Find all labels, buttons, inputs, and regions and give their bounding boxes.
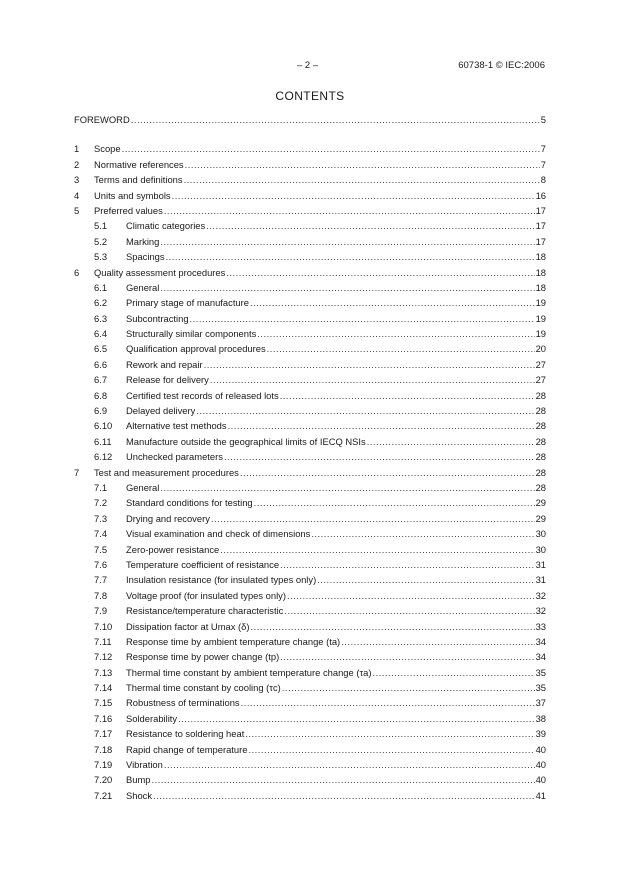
toc-entry-label: Scope (94, 143, 121, 155)
toc-entry-number: 7.17 (94, 728, 113, 740)
toc-entry[interactable] (74, 511, 546, 526)
toc-entry-label: Visual examination and check of dimensions (126, 528, 311, 540)
toc-entry-page: 35 (535, 682, 546, 694)
toc-entry[interactable] (74, 619, 546, 634)
leader-dots (226, 265, 534, 280)
toc-entry[interactable] (74, 526, 546, 541)
toc-entry-label: Structurally similar components (126, 328, 257, 340)
toc-entry-label: Shock (126, 789, 153, 801)
toc-entry-number: 7.3 (94, 512, 108, 524)
page-number-header: – 2 – (297, 60, 319, 71)
toc-entry-page: 8 (540, 174, 546, 186)
toc-entry-label: Robustness of terminations (126, 697, 240, 709)
toc-entry-label: FOREWORD (74, 114, 130, 125)
toc-entry-number: 2 (74, 158, 80, 170)
toc-entry-page: 30 (535, 528, 546, 540)
toc-entry[interactable] (74, 295, 546, 310)
toc-entry-number: 7.1 (94, 481, 108, 493)
toc-entry-number: 5.1 (94, 220, 108, 232)
toc-entry-label: Test and measurement procedures (94, 466, 239, 478)
toc-entry-label: Unchecked parameters (126, 451, 223, 463)
toc-entry-label: Marking (126, 235, 160, 247)
leader-dots (160, 480, 534, 495)
toc-entry-number: 6.7 (94, 374, 108, 386)
toc-entry[interactable] (74, 141, 546, 156)
toc-entry[interactable] (74, 157, 546, 172)
toc-entry-label: Preferred values (94, 204, 163, 216)
toc-entry-label: Voltage proof (for insulated types only) (126, 589, 286, 601)
toc-entry-label: Certified test records of released lots (126, 389, 279, 401)
leader-dots (211, 511, 535, 526)
toc-entry-label: Standard conditions for testing (126, 497, 253, 509)
toc-entry-page: 41 (535, 789, 546, 801)
toc-entry[interactable] (74, 726, 546, 741)
leader-dots (122, 141, 540, 156)
toc-entry[interactable] (74, 311, 546, 326)
toc-entry-page: 16 (535, 189, 546, 201)
toc-entry-page: 19 (535, 312, 546, 324)
toc-entry-number: 4 (74, 189, 80, 201)
leader-dots (311, 526, 534, 541)
toc-entry-page: 18 (535, 281, 546, 293)
leader-dots (284, 603, 534, 618)
leader-dots (257, 326, 534, 341)
toc-entry-number: 1 (74, 143, 80, 155)
toc-entry-label: Dissipation factor at Umax (δ) (126, 620, 250, 632)
contents-title: CONTENTS (275, 89, 345, 103)
toc-entry-number: 7.21 (94, 789, 113, 801)
leader-dots (164, 757, 535, 772)
toc-entry-page: 17 (535, 235, 546, 247)
leader-dots (190, 311, 535, 326)
leader-dots (254, 495, 535, 510)
toc-entry-label: Insulation resistance (for insulated types only) (126, 574, 317, 586)
toc-entry-page: 17 (535, 204, 546, 216)
toc-entry-label: Thermal time constant by ambient temperature change (τa) (126, 666, 372, 678)
toc-entry[interactable] (74, 572, 546, 587)
toc-entry-page: 39 (535, 728, 546, 740)
toc-entry[interactable] (74, 388, 546, 403)
toc-entry[interactable] (74, 757, 546, 772)
toc-entry-label: Drying and recovery (126, 512, 210, 524)
toc-entry-page: 27 (535, 374, 546, 386)
toc-entry[interactable] (74, 203, 546, 218)
toc-entry-number: 7.16 (94, 712, 113, 724)
leader-dots (280, 649, 534, 664)
toc-entry-label: Terms and definitions (94, 174, 183, 186)
toc-entry-label: Rapid change of temperature (126, 743, 248, 755)
leader-dots (373, 665, 535, 680)
toc-entry-label: Spacings (126, 251, 165, 263)
toc-entry[interactable] (74, 357, 546, 372)
toc-entry[interactable] (74, 188, 546, 203)
leader-dots (184, 172, 540, 187)
toc-entry-page: 29 (535, 512, 546, 524)
toc-entry-page: 32 (535, 589, 546, 601)
toc-entry-number: 6.3 (94, 312, 108, 324)
toc-entry-page: 37 (535, 697, 546, 709)
leader-dots (160, 280, 534, 295)
toc-entry[interactable] (74, 218, 546, 233)
toc-entries (74, 141, 546, 803)
toc-entry-label: Bump (126, 774, 151, 786)
toc-entry-number: 6.9 (94, 405, 108, 417)
toc-entry-label: General (126, 481, 160, 493)
toc-entry-number: 6.1 (94, 281, 108, 293)
toc-entry-number: 5 (74, 204, 80, 216)
toc-entry-page: 18 (535, 266, 546, 278)
toc-entry[interactable] (74, 265, 546, 280)
leader-dots (240, 465, 535, 480)
toc-entry-label: General (126, 281, 160, 293)
toc-entry-page: 28 (535, 481, 546, 493)
toc-entry-page: 18 (535, 251, 546, 263)
toc-entry[interactable] (74, 649, 546, 664)
leader-dots (178, 711, 534, 726)
leader-dots (267, 341, 535, 356)
toc-entry-label: Solderability (126, 712, 178, 724)
toc-entry-page: 38 (535, 712, 546, 724)
toc-entry-label: Alternative test methods (126, 420, 227, 432)
toc-entry-page: 28 (535, 389, 546, 401)
toc-entry[interactable] (74, 418, 546, 433)
toc-entry-page: 28 (535, 420, 546, 432)
leader-dots (341, 634, 534, 649)
toc-entry-number: 6.10 (94, 420, 113, 432)
toc-entry[interactable] (74, 557, 546, 572)
toc-entry-label: Response time by ambient temperature change (ta) (126, 635, 341, 647)
toc-entry-page: 40 (535, 774, 546, 786)
leader-dots (248, 742, 534, 757)
toc-entry-label: Manufacture outside the geographical limits of IECQ NSIs (126, 435, 366, 447)
toc-entry-number: 6.11 (94, 435, 112, 447)
toc-entry-number: 7.2 (94, 497, 108, 509)
toc-entry-label: Climatic categories (126, 220, 206, 232)
leader-dots (131, 112, 540, 127)
toc-entry[interactable] (74, 465, 546, 480)
leader-dots (282, 680, 535, 695)
toc-entry-page: 28 (535, 466, 546, 478)
toc-entry-label: Temperature coefficient of resistance (126, 558, 280, 570)
toc-entry-label: Units and symbols (94, 189, 171, 201)
toc-entry-label: Primary stage of manufacture (126, 297, 249, 309)
leader-dots (280, 388, 535, 403)
toc-entry-page: 40 (535, 759, 546, 771)
toc-entry[interactable] (74, 680, 546, 695)
toc-entry-page: 31 (535, 574, 546, 586)
toc-entry-number: 7.10 (94, 620, 113, 632)
toc-entry-number: 7.12 (94, 651, 113, 663)
toc-entry-number: 7.7 (94, 574, 108, 586)
leader-dots (287, 588, 535, 603)
toc-entry[interactable] (74, 665, 546, 680)
toc-entry-page: 31 (535, 558, 546, 570)
toc-entry-page: 28 (535, 451, 546, 463)
toc-entry-number: 6.4 (94, 328, 108, 340)
toc-entry-page: 29 (535, 497, 546, 509)
toc-entry-number: 7.6 (94, 558, 108, 570)
toc-entry[interactable] (74, 772, 546, 787)
toc-entry-foreword[interactable] (74, 112, 546, 127)
toc-entry[interactable] (74, 234, 546, 249)
leader-dots (241, 695, 535, 710)
toc-entry-page: 34 (535, 651, 546, 663)
toc-entry-page: 27 (535, 358, 546, 370)
toc-entry-page: 32 (535, 605, 546, 617)
toc-entry-label: Delayed delivery (126, 405, 196, 417)
leader-dots (153, 788, 535, 803)
toc-entry-number: 6.8 (94, 389, 108, 401)
leader-dots (164, 203, 535, 218)
toc-entry[interactable] (74, 403, 546, 418)
leader-dots (185, 157, 540, 172)
toc-entry-page: 5 (540, 114, 546, 125)
toc-entry-number: 6.12 (94, 451, 113, 463)
toc-entry-label: Resistance to soldering heat (126, 728, 245, 740)
toc-entry-number: 6 (74, 266, 80, 278)
leader-dots (250, 619, 534, 634)
toc-entry-number: 7.19 (94, 759, 113, 771)
toc-entry-number: 6.2 (94, 297, 108, 309)
toc-entry-page: 19 (535, 297, 546, 309)
toc-entry[interactable] (74, 711, 546, 726)
toc-entry-label: Release for delivery (126, 374, 209, 386)
toc-entry[interactable] (74, 372, 546, 387)
toc-entry[interactable] (74, 280, 546, 295)
leader-dots (196, 403, 534, 418)
toc-entry-number: 7.18 (94, 743, 113, 755)
toc-entry[interactable] (74, 172, 546, 187)
toc-entry-number: 6.5 (94, 343, 108, 355)
leader-dots (210, 372, 535, 387)
toc-entry-number: 6.6 (94, 358, 108, 370)
toc-entry-number: 3 (74, 174, 80, 186)
leader-dots (166, 249, 535, 264)
toc-entry-number: 7.4 (94, 528, 108, 540)
toc-entry[interactable] (74, 434, 546, 449)
toc-entry-label: Qualification approval procedures (126, 343, 266, 355)
toc-entry[interactable] (74, 341, 546, 356)
toc-entry[interactable] (74, 634, 546, 649)
toc-entry-number: 7.9 (94, 605, 108, 617)
toc-entry-page: 28 (535, 435, 546, 447)
leader-dots (367, 434, 535, 449)
toc-entry-label: Quality assessment procedures (94, 266, 226, 278)
toc-entry-number: 7.5 (94, 543, 108, 555)
toc-entry[interactable] (74, 480, 546, 495)
toc-entry-label: Rework and repair (126, 358, 203, 370)
leader-dots (228, 418, 535, 433)
leader-dots (160, 234, 534, 249)
toc-entry-number: 7.15 (94, 697, 113, 709)
leader-dots (317, 572, 534, 587)
toc-entry-page: 17 (535, 220, 546, 232)
toc-entry-number: 7.14 (94, 682, 113, 694)
toc-entry-label: Response time by power change (tp) (126, 651, 280, 663)
toc-entry-page: 7 (540, 143, 546, 155)
leader-dots (172, 188, 535, 203)
toc-entry-page: 20 (535, 343, 546, 355)
leader-dots (224, 449, 535, 464)
toc-entry[interactable] (74, 449, 546, 464)
toc-entry-label: Vibration (126, 759, 163, 771)
table-of-contents (74, 112, 546, 803)
toc-entry-label: Subcontracting (126, 312, 189, 324)
leader-dots (250, 295, 535, 310)
toc-entry[interactable] (74, 326, 546, 341)
toc-entry-page: 28 (535, 405, 546, 417)
toc-entry[interactable] (74, 695, 546, 710)
toc-entry-page: 30 (535, 543, 546, 555)
document-reference: 60738-1 © IEC:2006 (458, 60, 545, 71)
toc-entry-number: 7.11 (94, 635, 112, 647)
toc-entry-label: Thermal time constant by cooling (τc) (126, 682, 281, 694)
leader-dots (204, 357, 535, 372)
leader-dots (245, 726, 534, 741)
toc-entry-page: 40 (535, 743, 546, 755)
toc-entry-page: 7 (540, 158, 546, 170)
toc-entry[interactable] (74, 495, 546, 510)
toc-entry[interactable] (74, 542, 546, 557)
leader-dots (280, 557, 535, 572)
toc-entry-number: 7.8 (94, 589, 108, 601)
toc-entry[interactable] (74, 603, 546, 618)
leader-dots (152, 772, 535, 787)
toc-entry-page: 33 (535, 620, 546, 632)
toc-entry[interactable] (74, 788, 546, 803)
leader-dots (206, 218, 534, 233)
toc-entry-label: Normative references (94, 158, 184, 170)
toc-entry-number: 7.20 (94, 774, 113, 786)
toc-entry-number: 7.13 (94, 666, 113, 678)
toc-entry-number: 7 (74, 466, 80, 478)
toc-entry-page: 34 (535, 635, 546, 647)
toc-entry[interactable] (74, 249, 546, 264)
toc-entry-page: 35 (535, 666, 546, 678)
toc-entry-number: 5.3 (94, 251, 108, 263)
spacer (74, 134, 546, 141)
toc-entry-number: 5.2 (94, 235, 108, 247)
spacer (74, 127, 546, 134)
leader-dots (220, 542, 534, 557)
toc-entry-label: Resistance/temperature characteristic (126, 605, 284, 617)
toc-entry[interactable] (74, 588, 546, 603)
toc-entry-label: Zero-power resistance (126, 543, 220, 555)
toc-entry-page: 19 (535, 328, 546, 340)
toc-entry[interactable] (74, 742, 546, 757)
